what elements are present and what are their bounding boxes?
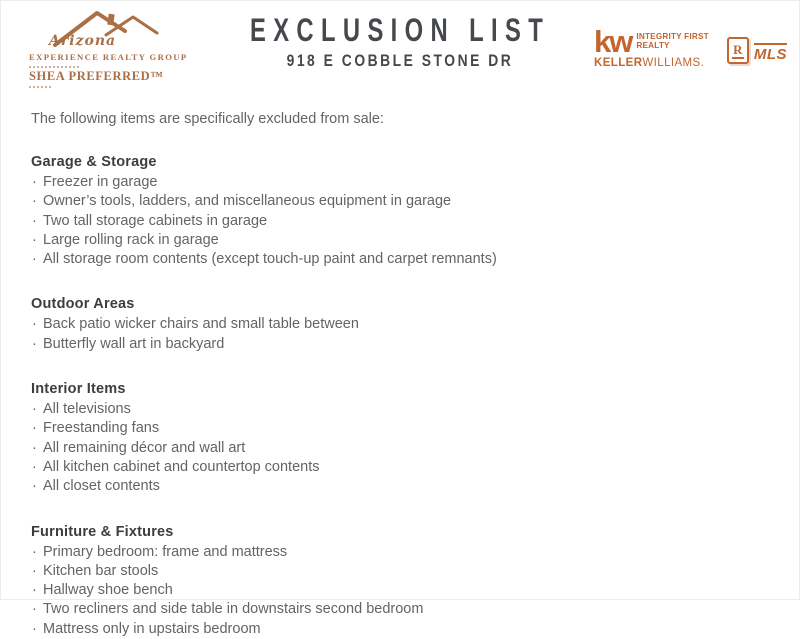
realtor-r-letter: R (733, 41, 743, 57)
section-list (31, 400, 769, 496)
kw-office-line1: INTEGRITY FIRST (636, 32, 709, 41)
list-item: · All storage room contents (except touch-up paint and carpet remnants) (31, 250, 769, 269)
kw-office-line2: REALTY (636, 41, 670, 50)
list-item: · Two tall storage cabinets in garage (31, 212, 769, 231)
logo-fine-print (29, 86, 51, 88)
section-heading: Garage & Storage (31, 154, 157, 170)
list-item: · Hallway shoe bench (31, 581, 769, 600)
logo-script-name: Arizona (49, 33, 117, 49)
section-list (31, 315, 769, 354)
section-heading: Interior Items (31, 381, 126, 398)
list-item: · All remaining décor and wall art (31, 439, 769, 458)
list-item: · Butterfly wall art in backyard (31, 335, 769, 354)
section-list (31, 173, 769, 269)
intro-text: The following items are specifically excluded from sale: (31, 111, 384, 127)
list-item: · Owner’s tools, ladders, and miscellaneous equipment in garage (31, 192, 769, 211)
kw-brand-rest: WILLIAMS. (642, 57, 705, 69)
realtor-mls-logo (727, 37, 787, 64)
list-item: · All closet contents (31, 477, 769, 496)
list-item: · Freezer in garage (31, 173, 769, 192)
section-garage-storage (31, 154, 769, 269)
kw-icon: kw (594, 24, 632, 59)
section-outdoor-areas (31, 296, 769, 354)
page-title: EXCLUSION LIST (249, 13, 551, 49)
logo-shea-preferred: SHEA PREFERRED™ (29, 69, 164, 83)
section-heading: Outdoor Areas (31, 296, 135, 313)
mls-wordmark: MLS (754, 43, 787, 63)
list-item: · Back patio wicker chairs and small table between (31, 315, 769, 334)
list-item: · Two recliners and side table in downstairs second bedroom (31, 600, 769, 619)
kw-brand-bold: KELLER (594, 57, 643, 69)
section-list (31, 543, 769, 639)
list-item: · Mattress only in upstairs bedroom (31, 620, 769, 639)
property-address: 918 E COBBLE STONE DR (286, 52, 514, 70)
section-heading: Furniture & Fixtures (31, 523, 174, 540)
logo-group-name: EXPERIENCE REALTY GROUP (29, 52, 188, 62)
section-furniture-fixtures (31, 524, 769, 639)
keller-williams-wordmark (594, 57, 709, 69)
list-item: · Large rolling rack in garage (31, 231, 769, 250)
list-item: · All televisions (31, 400, 769, 419)
list-item: · Primary bedroom: frame and mattress (31, 543, 769, 562)
brokerage-logos (594, 24, 787, 69)
list-item: · All kitchen cabinet and countertop contents (31, 458, 769, 477)
section-interior-items (31, 381, 769, 496)
realtor-r-underline (732, 57, 744, 59)
list-item: · Freestanding fans (31, 419, 769, 438)
list-item: · Kitchen bar stools (31, 562, 769, 581)
realtor-r-icon (727, 37, 749, 64)
document-header (1, 1, 799, 97)
document-body (1, 97, 799, 639)
keller-williams-logo (594, 24, 709, 69)
